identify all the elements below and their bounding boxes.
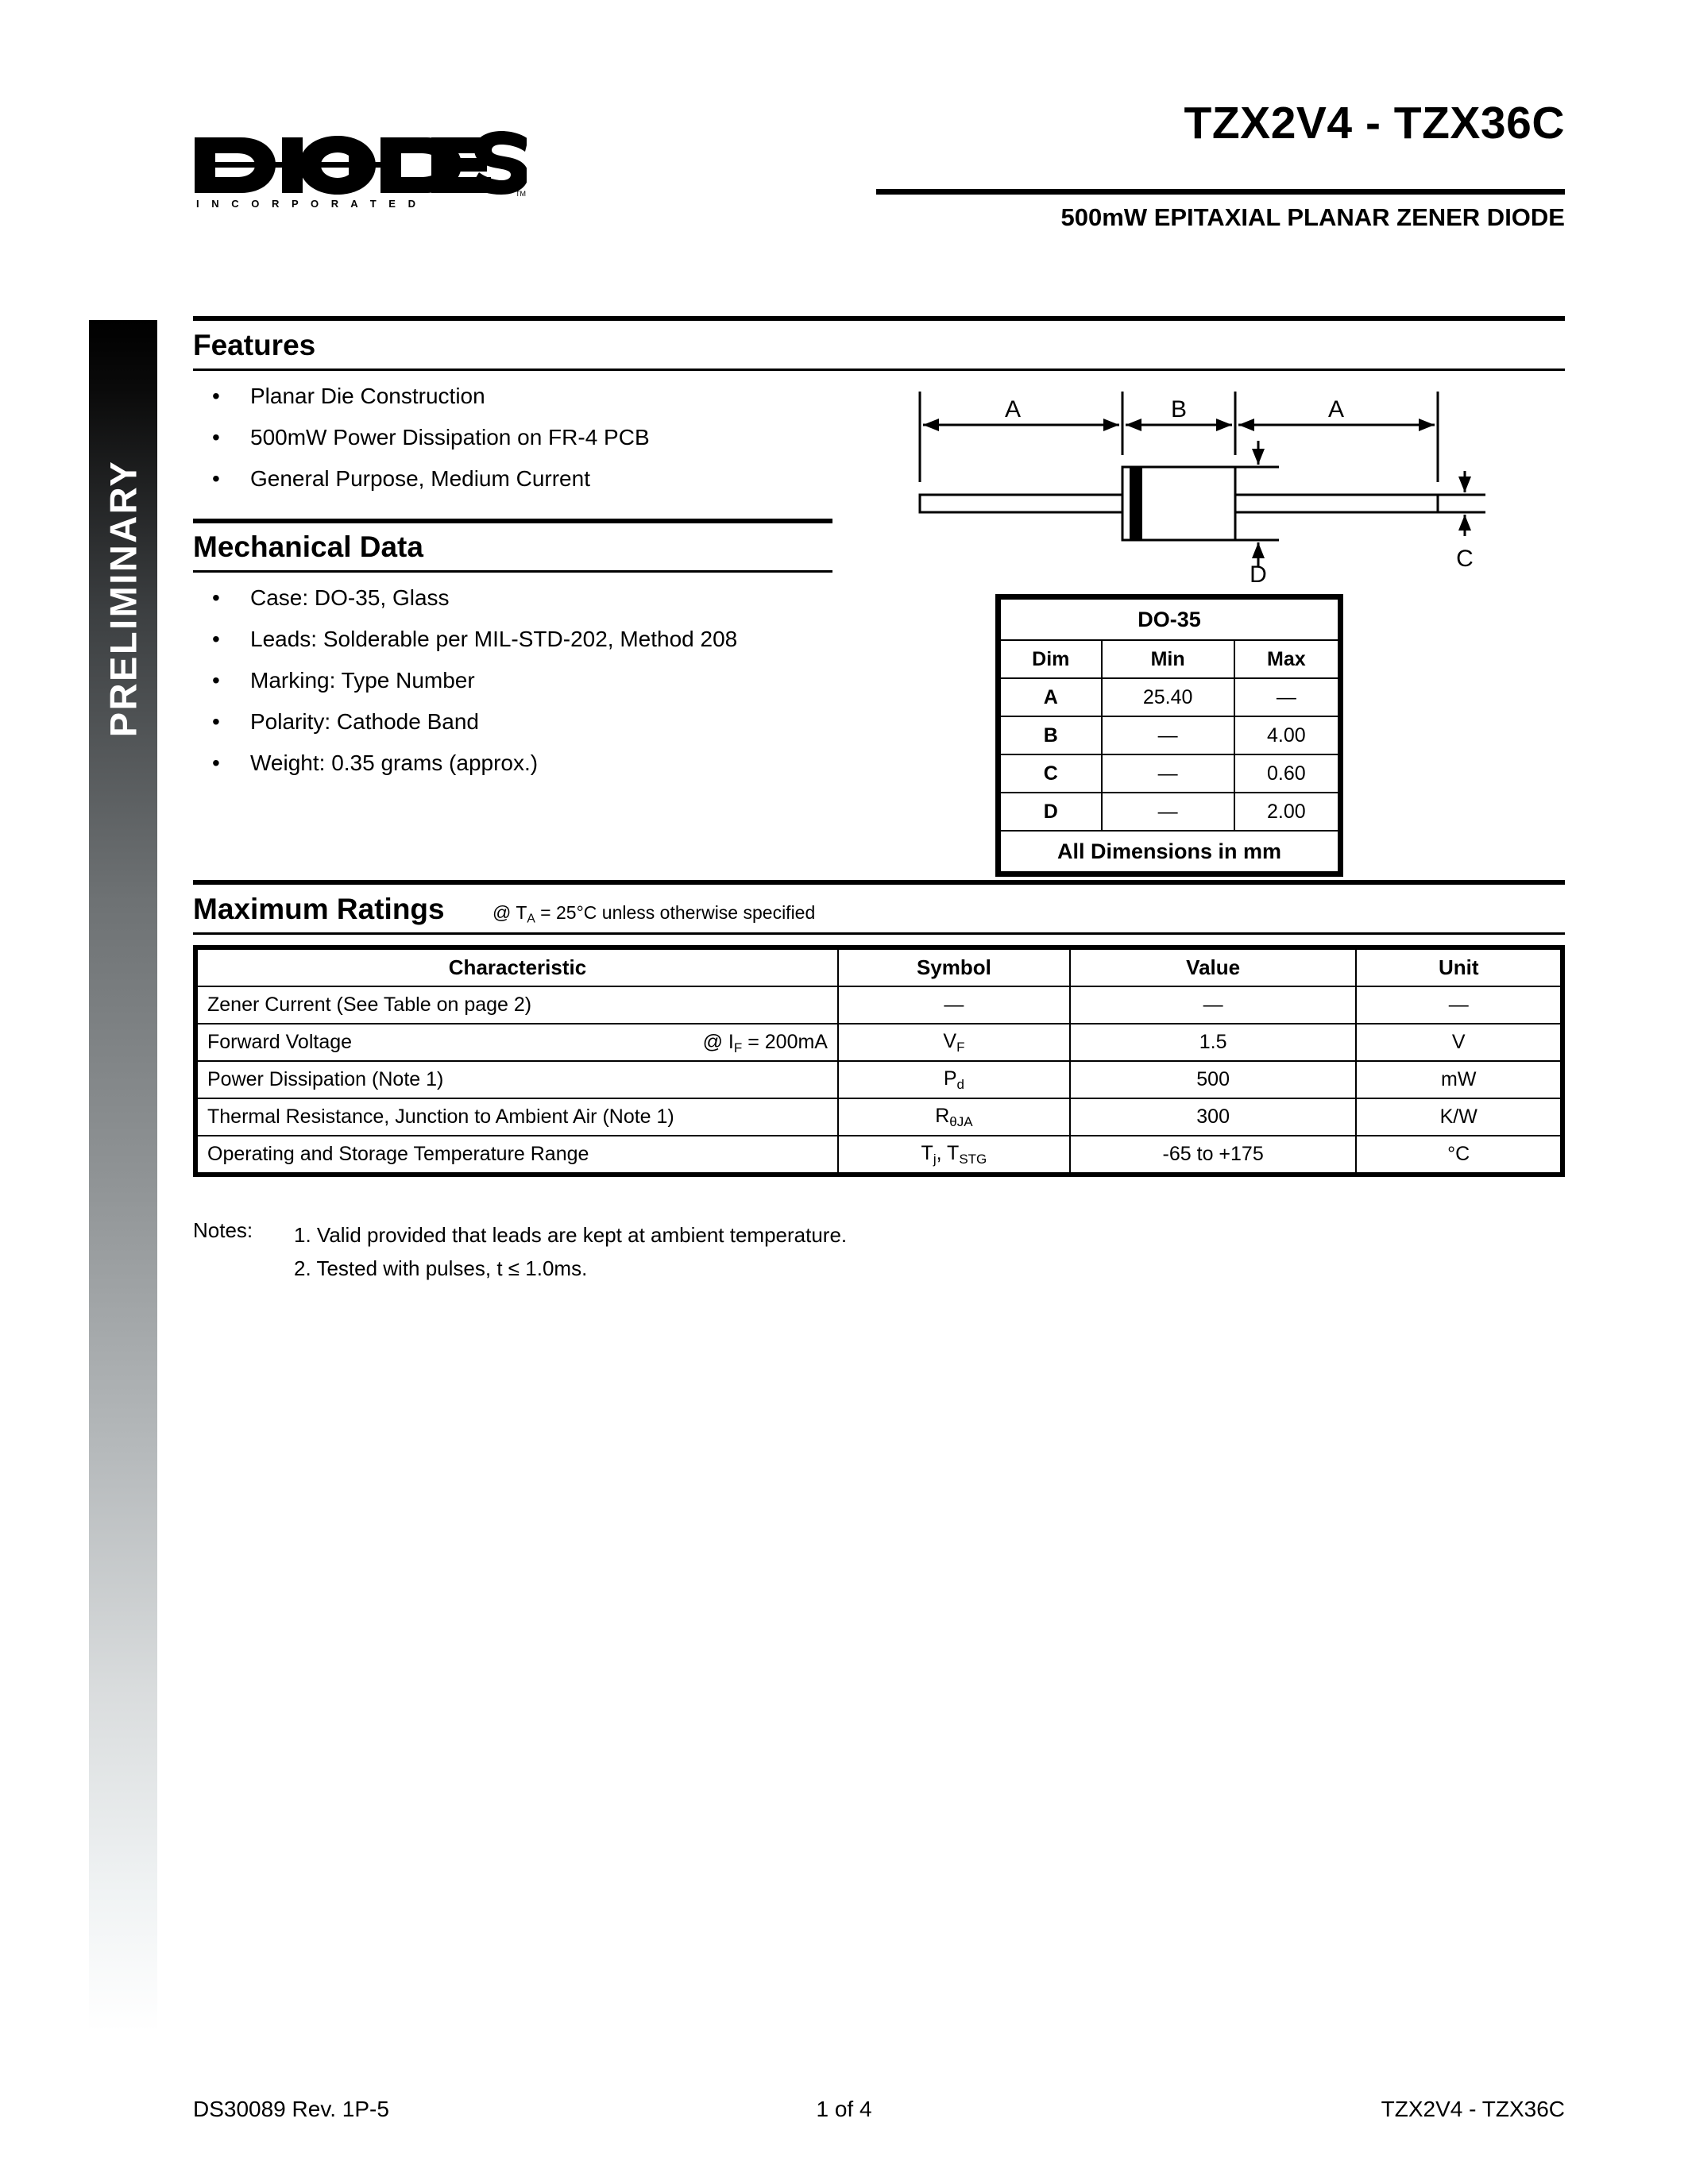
rating-value: — (1070, 986, 1357, 1024)
rating-characteristic: Operating and Storage Temperature Range (197, 1136, 838, 1173)
mechanical-heading: Mechanical Data (193, 531, 423, 563)
rating-characteristic: Forward Voltage (207, 1031, 353, 1053)
footer-document-id: DS30089 Rev. 1P-5 (193, 2097, 389, 2121)
preliminary-label: PRELIMINARY (102, 459, 145, 737)
list-item (193, 623, 749, 656)
feature-item-label: General Purpose, Medium Current (250, 466, 590, 491)
dim-table-col-max: Max (1234, 640, 1338, 678)
rating-symbol: $P_d$ (838, 1061, 1070, 1098)
do-35-dimensions-table (995, 594, 1343, 877)
table-row (197, 1024, 1561, 1061)
rating-symbol: — (838, 986, 1070, 1024)
notes-list (294, 1218, 847, 1285)
table-row (197, 1098, 1561, 1136)
max-ratings-condition: @ $T_A = 25^\circ C$ unless otherwise specified (492, 902, 816, 926)
features-list (193, 380, 749, 504)
feature-item-label: Planar Die Construction (250, 384, 485, 408)
bullet-icon: • (212, 384, 220, 408)
header-divider-rule (876, 189, 1565, 195)
table-row (1000, 640, 1338, 678)
dim-cell: D (1000, 793, 1102, 831)
features-heading: Features (193, 329, 316, 361)
mechanical-item-label: Polarity: Cathode Band (250, 709, 479, 734)
dim-max-cell: 4.00 (1234, 716, 1338, 754)
rating-characteristic: Power Dissipation (Note 1) (197, 1061, 838, 1098)
table-row (1000, 716, 1338, 754)
dim-cell: C (1000, 754, 1102, 793)
mechanical-item-label: Leads: Solderable per MIL-STD-202, Method 208 (250, 627, 738, 651)
page-subtitle: 500mW EPITAXIAL PLANAR ZENER DIODE (1060, 203, 1565, 231)
mechanical-rule-bottom (193, 570, 832, 573)
mechanical-item-label: Weight: 0.35 grams (approx.) (250, 751, 539, 775)
preliminary-status-band (89, 320, 157, 2032)
dim-min-cell: — (1102, 754, 1234, 793)
footer-page-number: 1 of 4 (816, 2097, 872, 2121)
rating-unit: °C (1356, 1136, 1561, 1173)
rating-characteristic: Thermal Resistance, Junction to Ambient Air (Note 1) (197, 1098, 838, 1136)
mechanical-item-label: Case: DO-35, Glass (250, 585, 450, 610)
dim-cell: A (1000, 678, 1102, 716)
rating-unit: mW (1356, 1061, 1561, 1098)
rating-characteristic-cell (197, 1024, 838, 1061)
rating-characteristic: Zener Current (See Table on page 2) (197, 986, 838, 1024)
rating-value: 500 (1070, 1061, 1357, 1098)
col-characteristic: Characteristic (197, 949, 838, 986)
max-ratings-heading: Maximum Ratings (193, 893, 445, 925)
diodes-incorporated-logo (193, 123, 527, 210)
col-unit: Unit (1356, 949, 1561, 986)
note-item: 2. Tested with pulses, t ≤ 1.0ms. (294, 1256, 588, 1280)
table-header-row (197, 949, 1561, 986)
list-item (193, 421, 749, 454)
feature-item-label: 500mW Power Dissipation on FR-4 PCB (250, 425, 650, 450)
rating-test-condition: @ $I_F = 200mA$ (702, 1031, 828, 1055)
bullet-icon: • (212, 585, 220, 610)
col-symbol: Symbol (838, 949, 1070, 986)
page-title: TZX2V4 - TZX36C (1184, 98, 1565, 149)
dim-table-footer-note: All Dimensions in mm (1000, 831, 1338, 872)
bullet-icon: • (212, 466, 220, 491)
dim-min-cell: — (1102, 716, 1234, 754)
svg-text:TM: TM (516, 190, 526, 198)
mechanical-list (193, 581, 749, 788)
dim-table-col-dim: Dim (1000, 640, 1102, 678)
col-value: Value (1070, 949, 1357, 986)
table-row (197, 986, 1561, 1024)
svg-text:I N C O R P O R A T E D: I N C O R P O R A T E D (196, 198, 420, 210)
features-rule-top (193, 316, 1565, 321)
bullet-icon: • (212, 627, 220, 651)
dimension-label-b: B (1170, 396, 1188, 423)
notes-label: Notes: (193, 1218, 253, 1242)
list-item (193, 462, 749, 496)
rating-value: 300 (1070, 1098, 1357, 1136)
bullet-icon: • (212, 709, 220, 734)
list-item (193, 747, 749, 780)
dim-max-cell: 2.00 (1234, 793, 1338, 831)
dim-cell: B (1000, 716, 1102, 754)
table-row (1000, 754, 1338, 793)
dim-max-cell: — (1234, 678, 1338, 716)
max-ratings-rule-bottom (193, 932, 1565, 935)
list-item (193, 581, 749, 615)
footer-part-number: TZX2V4 - TZX36C (1381, 2097, 1565, 2121)
maximum-ratings-table (193, 945, 1565, 1177)
dim-table-col-min: Min (1102, 640, 1234, 678)
bullet-icon: • (212, 751, 220, 775)
dimension-label-c: C (1456, 546, 1474, 572)
do-35-package-outline-drawing (882, 361, 1541, 584)
rating-value: -65 to +175 (1070, 1136, 1357, 1173)
dim-max-cell: 0.60 (1234, 754, 1338, 793)
table-row (197, 1061, 1561, 1098)
preliminary-label-wrapper (89, 320, 157, 876)
table-row (1000, 831, 1338, 872)
dim-table-title: DO-35 (1000, 599, 1338, 640)
rating-unit: K/W (1356, 1098, 1561, 1136)
list-item (193, 664, 749, 697)
rating-symbol: $V_F$ (838, 1024, 1070, 1061)
list-item (193, 705, 749, 739)
table-row (1000, 793, 1338, 831)
rating-unit: — (1356, 986, 1561, 1024)
rating-symbol: $T_j$, $T_{STG}$ (838, 1136, 1070, 1173)
table-row (1000, 599, 1338, 640)
mechanical-rule-top (193, 519, 832, 523)
max-ratings-rule-top (193, 880, 1565, 885)
list-item (193, 380, 749, 413)
bullet-icon: • (212, 425, 220, 450)
dimension-label-a-left: A (1004, 396, 1022, 423)
dimension-label-d: D (1250, 561, 1267, 584)
rating-unit: V (1356, 1024, 1561, 1061)
dim-min-cell: — (1102, 793, 1234, 831)
table-row (1000, 678, 1338, 716)
mechanical-item-label: Marking: Type Number (250, 668, 475, 693)
rating-symbol: $R_{\theta JA}$ (838, 1098, 1070, 1136)
note-item: 1. Valid provided that leads are kept at ambient temperature. (294, 1223, 848, 1247)
table-row (197, 1136, 1561, 1173)
bullet-icon: • (212, 668, 220, 693)
rating-value: 1.5 (1070, 1024, 1357, 1061)
dimension-label-a-right: A (1327, 396, 1345, 423)
dim-min-cell: 25.40 (1102, 678, 1234, 716)
